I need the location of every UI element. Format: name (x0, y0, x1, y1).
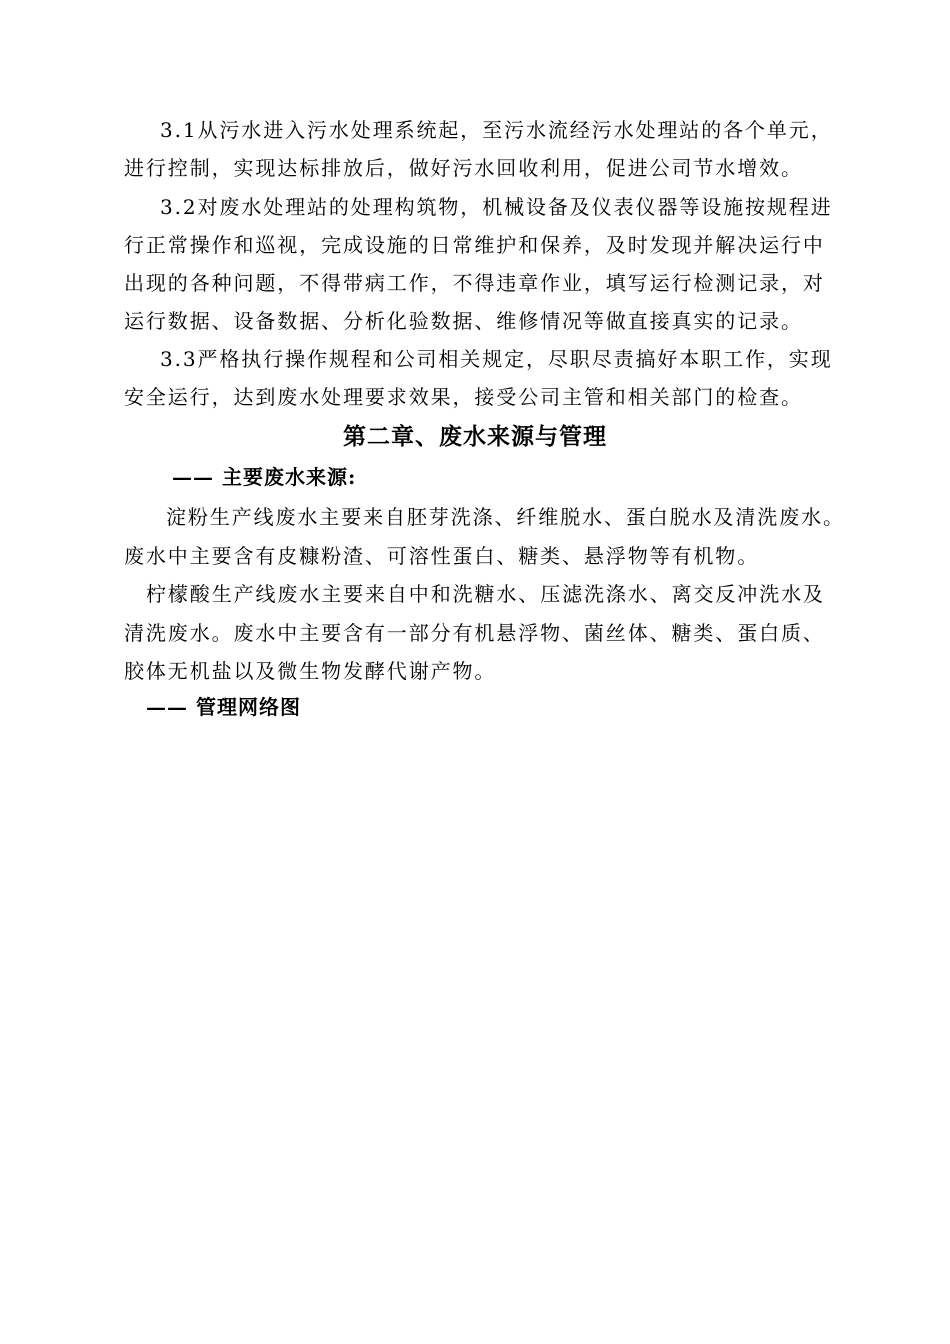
clause-3-2-line-2: 行正常操作和巡视，完成设施的日常维护和保养，及时发现并解决运行中 (124, 233, 825, 257)
clause-3-1-line-2: 进行控制，实现达标排放后，做好污水回收利用，促进公司节水增效。 (124, 156, 803, 180)
subheading-management-network: —— 管理网络图 (146, 695, 301, 719)
starch-line-1: 淀粉生产线废水主要来自胚芽洗涤、纤维脱水、蛋白脱水及清洗废水。 (166, 505, 845, 529)
clause-3-2-line-3: 出现的各种问题，不得带病工作，不得违章作业，填写运行检测记录，对 (124, 271, 825, 295)
clause-3-3-line-2: 安全运行，达到废水处理要求效果，接受公司主管和相关部门的检查。 (124, 385, 803, 409)
subheading-wastewater-sources: —— 主要废水来源: (172, 465, 357, 489)
clause-3-3-line-1: 3.3严格执行操作规程和公司相关规定，尽职尽责搞好本职工作，实现 (160, 347, 833, 371)
clause-3-2-line-4: 运行数据、设备数据、分析化验数据、维修情况等做直接真实的记录。 (124, 309, 803, 333)
citric-line-3: 胶体无机盐以及微生物发酵代谢产物。 (124, 659, 497, 683)
citric-line-2: 清洗废水。废水中主要含有一部分有机悬浮物、菌丝体、糖类、蛋白质、 (124, 621, 825, 645)
chapter-2-heading: 第二章、废水来源与管理 (343, 423, 607, 450)
clause-3-1-line-1: 3.1从污水进入污水处理系统起，至污水流经污水处理站的各个单元， (160, 118, 833, 142)
citric-line-1: 柠檬酸生产线废水主要来自中和洗糖水、压滤洗涤水、离交反冲洗水及 (146, 582, 825, 606)
clause-3-2-line-1: 3.2对废水处理站的处理构筑物，机械设备及仪表仪器等设施按规程进 (160, 195, 833, 219)
starch-line-2: 废水中主要含有皮糠粉渣、可溶性蛋白、糖类、悬浮物等有机物。 (124, 544, 760, 568)
